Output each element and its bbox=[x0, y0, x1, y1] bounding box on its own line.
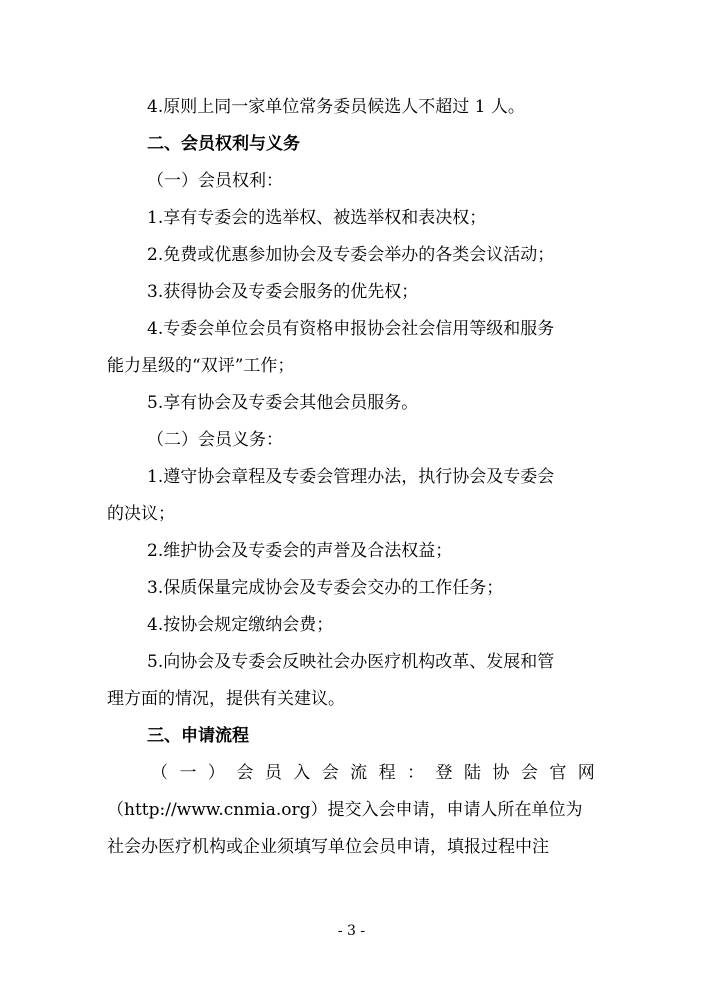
subsection-heading: （一）会员权利： bbox=[147, 171, 283, 191]
paragraph-line: 5.向协会及专委会反映社会办医疗机构改革、发展和管 bbox=[147, 652, 555, 672]
justified-char: 程 bbox=[378, 763, 396, 783]
justified-char: 流 bbox=[350, 763, 368, 783]
paragraph-line: 1.享有专委会的选举权、被选举权和表决权； bbox=[147, 208, 487, 228]
justified-char: 员 bbox=[264, 763, 282, 783]
justified-char: （ bbox=[151, 763, 168, 783]
paragraph-line: 3.获得协会及专委会服务的优先权； bbox=[147, 282, 419, 302]
justified-char: 会 bbox=[236, 763, 254, 783]
paragraph-line: 2.维护协会及专委会的声誉及合法权益； bbox=[147, 541, 453, 561]
justified-char: 会 bbox=[321, 763, 339, 783]
justified-char: 一 bbox=[179, 763, 197, 783]
justified-char: 入 bbox=[293, 763, 311, 783]
section-heading: 三、申请流程 bbox=[147, 726, 249, 746]
paragraph-line: 3.保质保量完成协会及专委会交办的工作任务； bbox=[147, 578, 504, 598]
page-number: - 3 - bbox=[337, 923, 366, 939]
justified-char: 协 bbox=[492, 763, 510, 783]
justified-char: 登 bbox=[435, 763, 453, 783]
justified-char: ） bbox=[207, 763, 225, 783]
paragraph-line: 的决议； bbox=[107, 504, 175, 524]
subsection-heading: （二）会员义务： bbox=[147, 430, 283, 450]
paragraph-line: 能力星级的“双评”工作； bbox=[107, 356, 295, 376]
section-heading: 二、会员权利与义务 bbox=[147, 134, 300, 154]
paragraph-line: 社会办医疗机构或企业须填写单位会员申请，填报过程中注 bbox=[107, 837, 549, 857]
justified-char: 会 bbox=[520, 763, 538, 783]
paragraph-line: 4.按协会规定缴纳会费； bbox=[147, 615, 334, 635]
paragraph-line: 1.遵守协会章程及专委会管理办法，执行协会及专委会 bbox=[147, 467, 555, 487]
justified-char: 官 bbox=[549, 763, 567, 783]
paragraph-line: 4.专委会单位会员有资格申报协会社会信用等级和服务 bbox=[147, 319, 555, 339]
paragraph-line: （http://www.cnmia.org）提交入会申请，申请人所在单位为 bbox=[107, 800, 583, 820]
paragraph-line: 2.免费或优惠参加协会及专委会举办的各类会议活动； bbox=[147, 245, 555, 265]
justified-paragraph-line bbox=[151, 761, 595, 785]
paragraph-line: 理方面的情况，提供有关建议。 bbox=[107, 689, 345, 709]
paragraph-line: 5.享有协会及专委会其他会员服务。 bbox=[147, 393, 419, 413]
justified-char: 网 bbox=[577, 763, 595, 783]
paragraph-line: 4.原则上同一家单位常务委员候选人不超过 1 人。 bbox=[147, 97, 525, 117]
justified-char: ： bbox=[407, 763, 425, 783]
justified-char: 陆 bbox=[463, 763, 481, 783]
